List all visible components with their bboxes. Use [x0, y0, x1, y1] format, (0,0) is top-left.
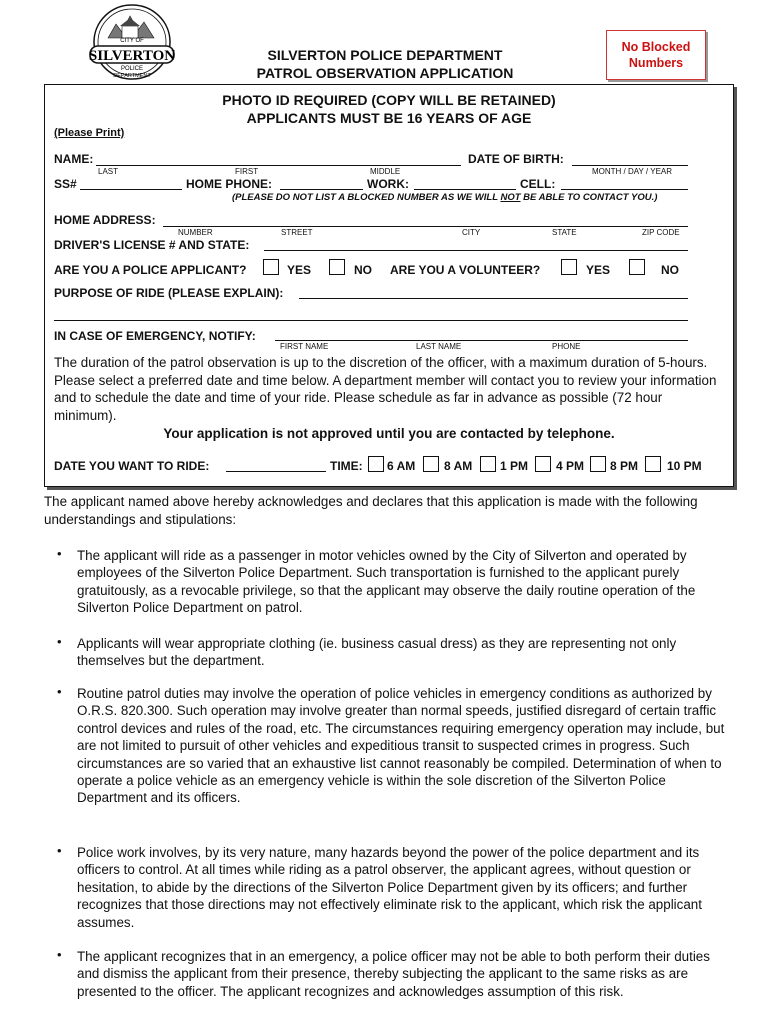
bullet-5: • — [57, 947, 62, 962]
address-street-hint: STREET — [281, 228, 313, 237]
dob-label: DATE OF BIRTH: — [468, 152, 564, 166]
terms-item-3: Routine patrol duties may involve the operation of police vehicles in emergency conditions as authorized by O.R.S. 820.300. Such operation may involve greater than normal speeds, justified disregard of certain traffic control devices and rules of the road, etc. The circumstances requiring emergency operation may include, but are not limited to pursuit of other vehicles and expeditious transit to suspected crimes in progress. Such circumstances are so varied that an exhaustive list cannot reasonably be compiled. Determination of when to operate a police vehicle as an emergency vehicle is within the sole discretion of the Silverton Police Department and its officers. — [77, 686, 725, 806]
time-8am-checkbox[interactable] — [423, 456, 439, 472]
bullet-3: • — [57, 684, 62, 699]
time-6am-label: 6 AM — [387, 459, 416, 473]
approval-notice: Your application is not approved until you are contacted by telephone. — [163, 426, 615, 441]
svg-text:SILVERTON: SILVERTON — [88, 48, 176, 64]
address-city-hint: CITY — [462, 228, 481, 237]
cell-phone-label: CELL: — [520, 177, 556, 191]
terms-item-1: The applicant will ride as a passenger in motor vehicles owned by the City of Silverton and operated by employees of the Silverton Police Department. Such transportation is furnished to the applicant purely gratuitously, as a revocable privilege, so that the applicant may observe the daily routine operation of the Silverton Police Department on patrol. — [77, 548, 696, 616]
drivers-license-field[interactable] — [264, 250, 688, 251]
time-8pm-label: 8 PM — [610, 459, 639, 473]
emergency-phone-hint: PHONE — [552, 342, 581, 351]
name-middle-hint: MIDDLE — [370, 167, 401, 176]
time-4pm-label: 4 PM — [556, 459, 585, 473]
volunteer-no-checkbox[interactable] — [629, 259, 645, 275]
bullet-2: • — [57, 634, 62, 649]
ride-date-label: DATE YOU WANT TO RIDE: — [54, 459, 210, 473]
work-phone-field[interactable] — [414, 189, 516, 190]
ride-time-label: TIME: — [330, 459, 363, 473]
blocked-number-note — [232, 192, 657, 203]
name-field[interactable] — [96, 165, 461, 166]
emergency-last-name-hint: LAST NAME — [416, 342, 462, 351]
terms-intro: The applicant named above hereby acknowledges and declares that this application is made with the following understandings and stipulations: — [44, 494, 698, 527]
form-title: PATROL OBSERVATION APPLICATION — [256, 65, 514, 81]
city-seal-logo — [86, 2, 178, 80]
bullet-1: • — [57, 546, 62, 561]
ss-field[interactable] — [80, 189, 182, 190]
purpose-of-ride-field-line1[interactable] — [299, 298, 688, 299]
purpose-of-ride-field-line2[interactable] — [54, 320, 688, 321]
bullet-4: • — [57, 843, 62, 858]
address-zip-hint: ZIP CODE — [642, 228, 680, 237]
svg-text:POLICE: POLICE — [120, 66, 144, 72]
purpose-of-ride-label: PURPOSE OF RIDE (PLEASE EXPLAIN): — [54, 286, 284, 300]
time-1pm-label: 1 PM — [500, 459, 529, 473]
name-last-hint: LAST — [98, 167, 119, 176]
dob-field[interactable] — [572, 165, 688, 166]
volunteer-question: ARE YOU A VOLUNTEER? — [390, 263, 541, 277]
police-applicant-yes-checkbox[interactable] — [263, 259, 279, 275]
time-1pm-checkbox[interactable] — [480, 456, 496, 472]
photo-id-requirement: PHOTO ID REQUIRED (COPY WILL BE RETAINED) — [222, 92, 556, 108]
drivers-license-label: DRIVER'S LICENSE # AND STATE: — [54, 238, 250, 252]
no-blocked-line1: No Blocked — [621, 40, 691, 54]
no-blocked-numbers-notice — [606, 30, 706, 80]
address-state-hint: STATE — [552, 228, 577, 237]
emergency-contact-label: IN CASE OF EMERGENCY, NOTIFY: — [54, 329, 256, 343]
time-8pm-checkbox[interactable] — [590, 456, 606, 472]
ride-date-field[interactable] — [226, 471, 326, 472]
emergency-contact-field[interactable] — [275, 340, 688, 341]
terms-item-2: Applicants will wear appropriate clothing (ie. business casual dress) as they are representing not only themselves but the department. — [77, 636, 677, 669]
home-address-label: HOME ADDRESS: — [54, 213, 156, 227]
blocked-note-post: BE ABLE TO CONTACT YOU.) — [520, 192, 658, 203]
duration-instructions: The duration of the patrol observation is up to the discretion of the officer, with a maximum duration of 5-hours. Please select a preferred date and time below. A department member will contact you to review your information and to schedule the date and time of your ride. Please schedule as far in advance as possible (72 hour minimum). — [54, 355, 717, 423]
time-4pm-checkbox[interactable] — [535, 456, 551, 472]
cell-phone-field[interactable] — [561, 189, 688, 190]
address-number-hint: NUMBER — [178, 228, 213, 237]
police-applicant-no-label: NO — [354, 263, 372, 277]
name-label: NAME: — [54, 152, 94, 166]
volunteer-yes-checkbox[interactable] — [561, 259, 577, 275]
svg-text:DEPARTMENT: DEPARTMENT — [113, 73, 151, 79]
age-requirement: APPLICANTS MUST BE 16 YEARS OF AGE — [246, 110, 532, 126]
time-8am-label: 8 AM — [444, 459, 473, 473]
home-phone-label: HOME PHONE: — [186, 177, 273, 191]
home-address-field[interactable] — [163, 226, 688, 227]
time-10pm-label: 10 PM — [667, 459, 702, 473]
please-print-note: (Please Print) — [54, 127, 125, 139]
volunteer-no-label: NO — [661, 263, 679, 277]
police-applicant-no-checkbox[interactable] — [329, 259, 345, 275]
time-10pm-checkbox[interactable] — [645, 456, 661, 472]
home-phone-field[interactable] — [280, 189, 363, 190]
emergency-first-name-hint: FIRST NAME — [280, 342, 329, 351]
terms-item-4: Police work involves, by its very nature, many hazards beyond the power of the police department and its officers to control. At all times while riding as a patrol observer, the applicant agrees, without question or hesitation, to abide by the directions of the Silverton Police Department given by its officers; and further recognizes that those directions may not effectively eliminate risk to the applicant, which risk the applicant assumes. — [77, 845, 702, 930]
volunteer-yes-label: YES — [586, 263, 611, 277]
no-blocked-line2: Numbers — [628, 56, 684, 70]
department-name: SILVERTON POLICE DEPARTMENT — [267, 47, 503, 63]
name-first-hint: FIRST — [235, 167, 259, 176]
blocked-note-not: NOT — [500, 192, 521, 203]
police-applicant-yes-label: YES — [287, 263, 312, 277]
ss-label: SS# — [54, 177, 77, 191]
svg-text:CITY OF: CITY OF — [120, 38, 144, 44]
dob-format-hint: MONTH / DAY / YEAR — [592, 167, 673, 176]
work-phone-label: WORK: — [367, 177, 409, 191]
police-applicant-question: ARE YOU A POLICE APPLICANT? — [54, 263, 247, 277]
blocked-note-pre: (PLEASE DO NOT LIST A BLOCKED NUMBER AS WE WILL — [232, 192, 501, 203]
time-6am-checkbox[interactable] — [368, 456, 384, 472]
terms-item-5: The applicant recognizes that in an emergency, a police officer may not be able to both perform their duties and dismiss the applicant from their presence, thereby subjecting the applicant to the same risks as are presented to the officer. The applicant recognizes and acknowledges assumption of this risk. — [77, 949, 710, 999]
